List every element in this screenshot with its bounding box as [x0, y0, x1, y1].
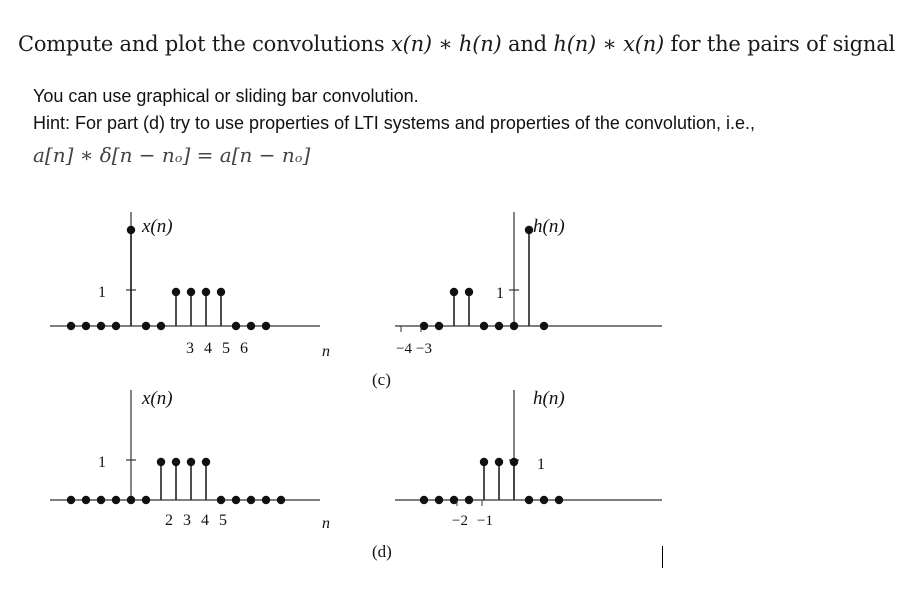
part-0-x-sample--3: [82, 322, 90, 330]
part-1-x-sample-4: [187, 458, 195, 466]
part-0-x-sample-1: [142, 322, 150, 330]
part-1-h-sample-1: [525, 496, 533, 504]
part-1-x-sample-10: [277, 496, 285, 504]
note-method: You can use graphical or sliding bar convolution.: [33, 86, 419, 106]
part-1-x-sample-3: [172, 458, 180, 466]
part-0-x-sample-0: [127, 226, 135, 234]
part-1-x-sample-2: [157, 458, 165, 466]
part-1-h-name: h(n): [533, 388, 565, 409]
part-1-x-name: x(n): [142, 388, 173, 409]
part-1-h-sample-0: [510, 458, 518, 466]
part-1-x-sample--4: [67, 496, 75, 504]
part-1-x-amp-label: 1: [98, 454, 106, 471]
part-0-x-sample--4: [67, 322, 75, 330]
part-0-x-sample-7: [232, 322, 240, 330]
part-0-h-sample--5: [435, 322, 443, 330]
part-0-x-axis-label: n: [322, 343, 330, 360]
part-0-x-sample--2: [97, 322, 105, 330]
part-0-h-tick-label-0: −4: [396, 341, 412, 357]
part-1-h-tick-label-0: −2: [452, 513, 468, 529]
part-1-h-sample--6: [420, 496, 428, 504]
part-0-h-sample-0: [510, 322, 518, 330]
part-0-x-sample--1: [112, 322, 120, 330]
part-1-x-tick-labels: 2 3 4 5: [165, 512, 230, 529]
title-text-3: for the pairs of signal: [664, 32, 896, 56]
part-1-x-sample-1: [142, 496, 150, 504]
part-0-x-name: x(n): [142, 216, 173, 237]
part-1-x-sample--3: [82, 496, 90, 504]
title-text-1: Compute and plot the convolutions: [18, 32, 391, 56]
part-0-x-sample-5: [202, 288, 210, 296]
part-1-h-sample--2: [480, 458, 488, 466]
part-0-x-sample-3: [172, 288, 180, 296]
part-0-x-tick-labels: 3 4 5 6: [186, 340, 251, 357]
part-1-x-sample--1: [112, 496, 120, 504]
text-cursor: [662, 546, 663, 568]
part-0-h-amp-label: 1: [496, 285, 504, 302]
title-expr-xh: x(n) ∗ h(n): [390, 32, 502, 56]
part-1-h-sample--3: [465, 496, 473, 504]
part-0-x-sample-4: [187, 288, 195, 296]
part-1-h-sample-3: [555, 496, 563, 504]
part-1-h-sample--1: [495, 458, 503, 466]
part-0-h-sample--4: [450, 288, 458, 296]
part-0-h-tick-label-1: −3: [416, 341, 432, 357]
part-0-h-sample-1: [525, 226, 533, 234]
part-0-h-sample-2: [540, 322, 548, 330]
part-1-h-tick-label-1: −1: [477, 513, 493, 529]
part-1-x-axis-label: n: [322, 515, 330, 532]
part-1-h-sample-2: [540, 496, 548, 504]
part-1-h-amp-label: 1: [537, 456, 545, 473]
part-0-h-sample--2: [480, 322, 488, 330]
note-hint: Hint: For part (d) try to use properties of LTI systems and properties of the convolution, i.e.,: [33, 113, 755, 133]
part-1-x-sample-7: [232, 496, 240, 504]
part-0-x-sample-9: [262, 322, 270, 330]
part-label-1: (d): [372, 542, 392, 561]
part-1-x-sample-5: [202, 458, 210, 466]
part-0-h-sample--3: [465, 288, 473, 296]
title-expr-hx: h(n) ∗ x(n): [553, 32, 665, 56]
part-1-x-sample-9: [262, 496, 270, 504]
hint-equation: a[n] ∗ δ[n − nₒ] = a[n − nₒ]: [33, 143, 311, 167]
part-1-x-sample-0: [127, 496, 135, 504]
part-0-x-sample-6: [217, 288, 225, 296]
part-0-x-amp-label: 1: [98, 284, 106, 301]
part-0-x-sample-8: [247, 322, 255, 330]
part-1-x-sample--2: [97, 496, 105, 504]
part-1-x-sample-8: [247, 496, 255, 504]
part-0-h-sample--1: [495, 322, 503, 330]
part-label-0: (c): [372, 370, 391, 389]
part-1-h-sample--5: [435, 496, 443, 504]
part-1-x-sample-6: [217, 496, 225, 504]
part-0-h-name: h(n): [533, 216, 565, 237]
title-text-2: and: [501, 32, 554, 56]
part-0-x-sample-2: [157, 322, 165, 330]
